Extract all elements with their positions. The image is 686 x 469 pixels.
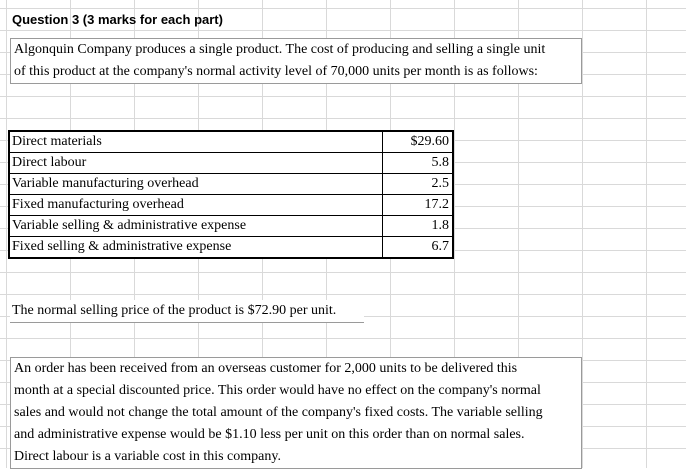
cost-value: 5.8 (383, 153, 454, 174)
cost-value: 17.2 (383, 195, 454, 216)
intro-line-2: of this product at the company's normal activity level of 70,000 units per month is as follows: (14, 64, 538, 79)
table-row[interactable] (9, 174, 453, 195)
cost-value: 1.8 (383, 216, 454, 237)
intro-line-1: Algonquin Company produces a single product. The cost of producing and selling a single unit (14, 42, 546, 57)
selling-price-text[interactable]: The normal selling price of the product is $72.90 per unit. (10, 300, 364, 323)
cost-label: Variable selling & administrative expense (9, 216, 383, 237)
order-line-2: month at a special discounted price. This order would have no effect on the company's normal (14, 383, 541, 398)
intro-text-block[interactable] (10, 38, 582, 84)
cost-label: Direct labour (9, 153, 383, 174)
table-row[interactable] (9, 216, 453, 237)
order-text-block[interactable] (10, 357, 582, 469)
cost-label: Direct materials (9, 131, 383, 153)
cost-value: 2.5 (383, 174, 454, 195)
order-line-4: and administrative expense would be $1.10 less per unit on this order than on normal sales. (14, 427, 525, 442)
cost-value: $29.60 (383, 131, 454, 153)
cost-label: Variable manufacturing overhead (9, 174, 383, 195)
cost-per-unit-table (8, 130, 454, 259)
table-row[interactable] (9, 195, 453, 216)
order-line-5: Direct labour is a variable cost in this company. (14, 449, 281, 464)
table-row[interactable] (9, 131, 453, 153)
cost-label: Fixed manufacturing overhead (9, 195, 383, 216)
cost-value: 6.7 (431, 239, 449, 254)
table-row[interactable] (9, 237, 453, 259)
table-row[interactable] (9, 153, 453, 174)
order-line-3: sales and would not change the total amount of the company's fixed costs. The variable selling (14, 405, 543, 420)
cost-label: Fixed selling & administrative expense (9, 237, 383, 259)
question-title: Question 3 (3 marks for each part) (12, 12, 223, 27)
order-line-1: An order has been received from an overseas customer for 2,000 units to be delivered this (14, 361, 518, 376)
